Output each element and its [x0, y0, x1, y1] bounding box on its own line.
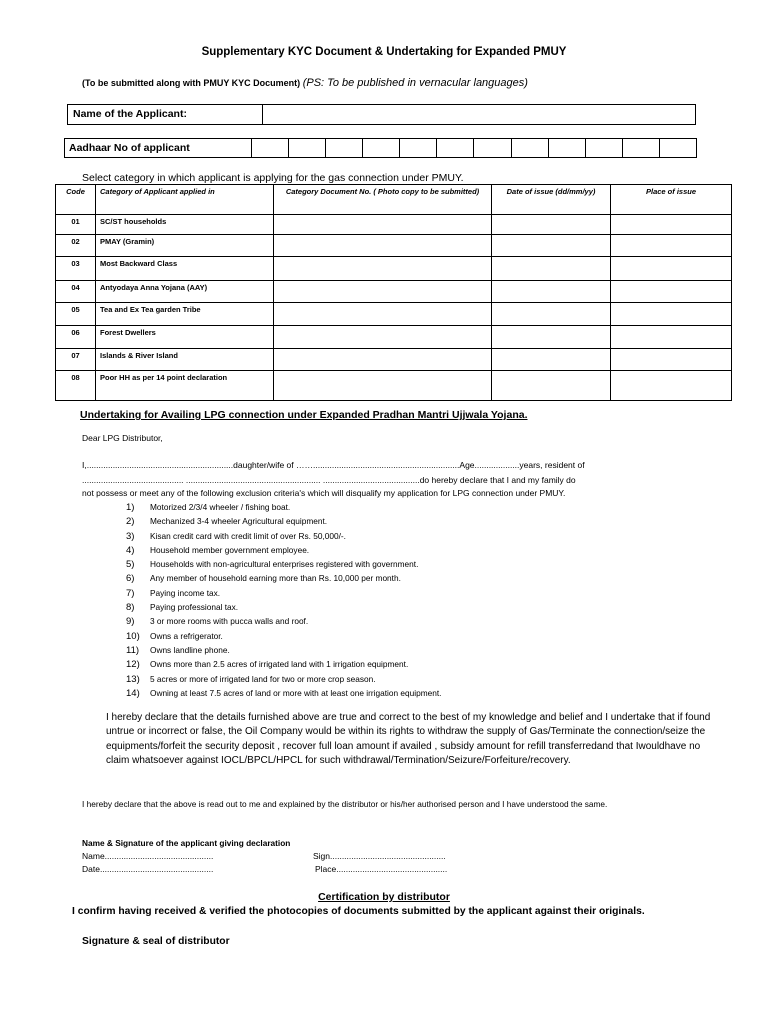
row-place-of-issue — [611, 235, 732, 257]
aadhaar-digit-cell — [549, 139, 586, 157]
header-category: Category of Applicant applied in — [96, 185, 274, 215]
criteria-text: 5 acres or more of irrigated land for two or more crop season. — [150, 673, 376, 684]
row-category: Islands & River Island — [96, 349, 274, 371]
table-row — [56, 281, 732, 303]
row-code: 02 — [56, 235, 96, 257]
distributor-seal-label: Signature & seal of distributor — [82, 936, 230, 947]
criteria-text: Kisan credit card with credit limit of over Rs. 50,000/-. — [150, 530, 346, 541]
aadhaar-digit-cell — [326, 139, 363, 157]
criteria-text: Mechanized 3-4 wheeler Agricultural equipment. — [150, 516, 328, 527]
aadhaar-digit-cell — [474, 139, 511, 157]
list-item — [126, 516, 441, 530]
row-place-of-issue — [611, 326, 732, 349]
table-row — [56, 349, 732, 371]
aadhaar-digit-cell — [289, 139, 326, 157]
criteria-text: Any member of household earning more than Rs. 10,000 per month. — [150, 573, 401, 584]
table-row — [56, 257, 732, 281]
applicant-name-label: Name of the Applicant: — [73, 108, 187, 120]
name-field: Name.............................................. — [82, 851, 214, 861]
table-row — [56, 235, 732, 257]
document-title: Supplementary KYC Document & Undertaking for Expanded PMUY — [201, 46, 567, 58]
declaration-line-3: not possess or meet any of the following exclusion criteria's which will disqualify my application for LPG connection under PMUY. — [82, 488, 566, 498]
criteria-text: Household member government employee. — [150, 544, 310, 555]
list-item — [126, 631, 441, 645]
row-date-of-issue — [492, 371, 611, 401]
row-category: SC/ST households — [96, 215, 274, 235]
table-row — [56, 303, 732, 326]
row-place-of-issue — [611, 371, 732, 401]
criteria-number: 1) — [126, 502, 135, 513]
list-item — [126, 659, 441, 673]
row-date-of-issue — [492, 257, 611, 281]
row-document-no — [274, 349, 492, 371]
criteria-number: 6) — [126, 573, 135, 585]
subtitle-note: (To be submitted along with PMUY KYC Document) — [82, 78, 301, 88]
criteria-number: 12) — [126, 659, 140, 671]
read-out-declaration: I hereby declare that the above is read out to me and explained by the distributor or his/her authorised person and I have understood the same. — [82, 799, 608, 809]
aadhaar-digit-cell — [660, 139, 696, 157]
criteria-number: 13) — [126, 673, 140, 685]
place-field: Place............................................... — [315, 864, 448, 874]
row-place-of-issue — [611, 349, 732, 371]
header-place-of-issue: Place of issue — [611, 185, 732, 215]
criteria-number: 5) — [126, 559, 135, 571]
aadhaar-digit-cell — [363, 139, 400, 157]
aadhaar-label: Aadhaar No of applicant — [65, 139, 252, 157]
list-item — [126, 545, 441, 559]
criteria-text: Owning at least 7.5 acres of land or more with at least one irrigation equipment. — [150, 687, 442, 698]
table-row — [56, 326, 732, 349]
list-item — [126, 674, 441, 688]
row-date-of-issue — [492, 235, 611, 257]
row-category: PMAY (Gramin) — [96, 235, 274, 257]
declaration-line-1: I,..............................................................daughter/wife of ……..............................................................Age...................years, resident of — [82, 460, 585, 470]
row-date-of-issue — [492, 281, 611, 303]
aadhaar-digit-cell — [252, 139, 289, 157]
row-code: 01 — [56, 215, 96, 235]
subtitle — [82, 77, 528, 89]
criteria-number: 3) — [126, 530, 135, 542]
sign-field: Sign................................................. — [313, 851, 446, 861]
criteria-text: 3 or more rooms with pucca walls and roof. — [150, 616, 309, 627]
date-field: Date................................................ — [82, 864, 214, 874]
row-document-no — [274, 257, 492, 281]
aadhaar-digit-cell — [437, 139, 474, 157]
declaration-line-2: ........................................... ......................................................... .........................................do hereby declare that I and my family do — [82, 475, 576, 485]
criteria-text: Owns more than 2.5 acres of irrigated land with 1 irrigation equipment. — [150, 659, 409, 670]
criteria-text: Owns landline phone. — [150, 644, 230, 655]
aadhaar-digit-cell — [400, 139, 437, 157]
table-row — [56, 371, 732, 401]
signature-heading: Name & Signature of the applicant giving declaration — [82, 838, 291, 848]
list-item — [126, 573, 441, 587]
row-category: Tea and Ex Tea garden Tribe — [96, 303, 274, 326]
row-date-of-issue — [492, 303, 611, 326]
list-item — [126, 645, 441, 659]
subtitle-ps: (PS: To be published in vernacular languages) — [302, 77, 528, 89]
aadhaar-box — [64, 138, 697, 158]
row-document-no — [274, 371, 492, 401]
declaration-paragraph: I hereby declare that the details furnished above are true and correct to the best of my knowledge and belief and I undertake that if found untrue or incorrect or false, the Oil Company would be within its rights to withdraw the supply of Gas/Terminate the connection/seize the equipments/forfeit the security deposit , recover full loan amount if availed , subsidy amount for refill transferredand that Iwouldhave no claim whatsoever against IOCL/BPCL/HPCL for such withdrawal/Termination/Seizure/Forfeiture/recovery. — [106, 712, 711, 767]
criteria-text: Paying professional tax. — [150, 602, 239, 613]
criteria-number: 9) — [126, 616, 135, 628]
criteria-number: 8) — [126, 602, 135, 614]
row-place-of-issue — [611, 303, 732, 326]
aadhaar-digit-cell — [586, 139, 623, 157]
row-date-of-issue — [492, 349, 611, 371]
aadhaar-digit-cell — [623, 139, 660, 157]
row-place-of-issue — [611, 257, 732, 281]
criteria-number: 7) — [126, 587, 135, 599]
row-document-no — [274, 326, 492, 349]
row-date-of-issue — [492, 326, 611, 349]
row-document-no — [274, 235, 492, 257]
field-divider — [262, 105, 263, 124]
list-item — [126, 616, 441, 630]
row-category: Most Backward Class — [96, 257, 274, 281]
row-place-of-issue — [611, 281, 732, 303]
category-table — [55, 184, 732, 401]
row-place-of-issue — [611, 215, 732, 235]
aadhaar-digit-cell — [512, 139, 549, 157]
criteria-text: Owns a refrigerator. — [150, 630, 223, 641]
exclusion-criteria-list — [126, 502, 441, 702]
criteria-text: Paying income tax. — [150, 587, 221, 598]
list-item — [126, 588, 441, 602]
criteria-number: 10) — [126, 630, 140, 642]
row-document-no — [274, 303, 492, 326]
header-document-no: Category Document No. ( Photo copy to be submitted) — [274, 185, 492, 215]
salutation: Dear LPG Distributor, — [82, 433, 163, 443]
criteria-text: Motorized 2/3/4 wheeler / fishing boat. — [150, 502, 291, 512]
criteria-number: 4) — [126, 544, 135, 556]
list-item — [126, 531, 441, 545]
criteria-number: 14) — [126, 687, 140, 699]
row-category: Antyodaya Anna Yojana (AAY) — [96, 281, 274, 303]
row-date-of-issue — [492, 215, 611, 235]
list-item — [126, 502, 441, 516]
undertaking-title: Undertaking for Availing LPG connection under Expanded Pradhan Mantri Ujjwala Yojana. — [80, 409, 528, 421]
row-category: Poor HH as per 14 point declaration — [96, 371, 274, 401]
header-code: Code — [56, 185, 96, 215]
select-category-instruction: Select category in which applicant is applying for the gas connection under PMUY. — [82, 172, 464, 184]
table-row — [56, 215, 732, 235]
row-code: 03 — [56, 257, 96, 281]
certification-title: Certification by distributor — [318, 891, 450, 903]
header-date-of-issue: Date of issue (dd/mm/yy) — [492, 185, 611, 215]
list-item — [126, 602, 441, 616]
list-item — [126, 559, 441, 573]
row-category: Forest Dwellers — [96, 326, 274, 349]
row-code: 07 — [56, 349, 96, 371]
row-code: 05 — [56, 303, 96, 326]
row-code: 06 — [56, 326, 96, 349]
certification-text: I confirm having received & verified the photocopies of documents submitted by the applicant against their originals. — [72, 906, 645, 917]
criteria-number: 11) — [126, 644, 140, 656]
criteria-text: Households with non-agricultural enterprises registered with government. — [150, 559, 419, 570]
list-item — [126, 688, 441, 702]
row-code: 08 — [56, 371, 96, 401]
applicant-name-box — [67, 104, 696, 125]
row-document-no — [274, 215, 492, 235]
row-code: 04 — [56, 281, 96, 303]
row-document-no — [274, 281, 492, 303]
criteria-number: 2) — [126, 516, 135, 528]
